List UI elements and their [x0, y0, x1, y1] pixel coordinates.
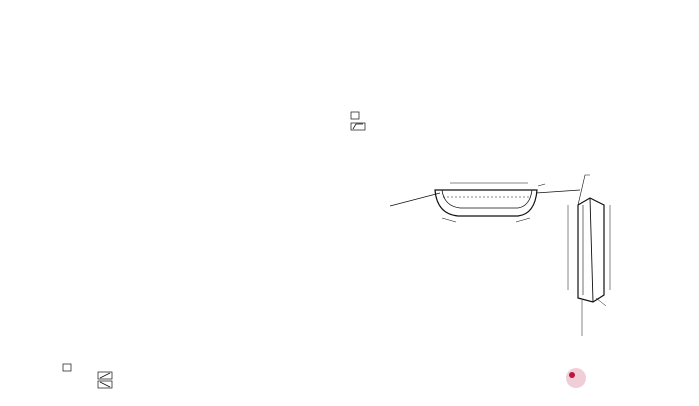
chart-b-legend	[63, 364, 112, 388]
chart-c-legend	[351, 112, 365, 130]
cuff-diagram	[568, 175, 610, 336]
watermark	[566, 368, 586, 388]
collar-diagram	[390, 183, 580, 222]
